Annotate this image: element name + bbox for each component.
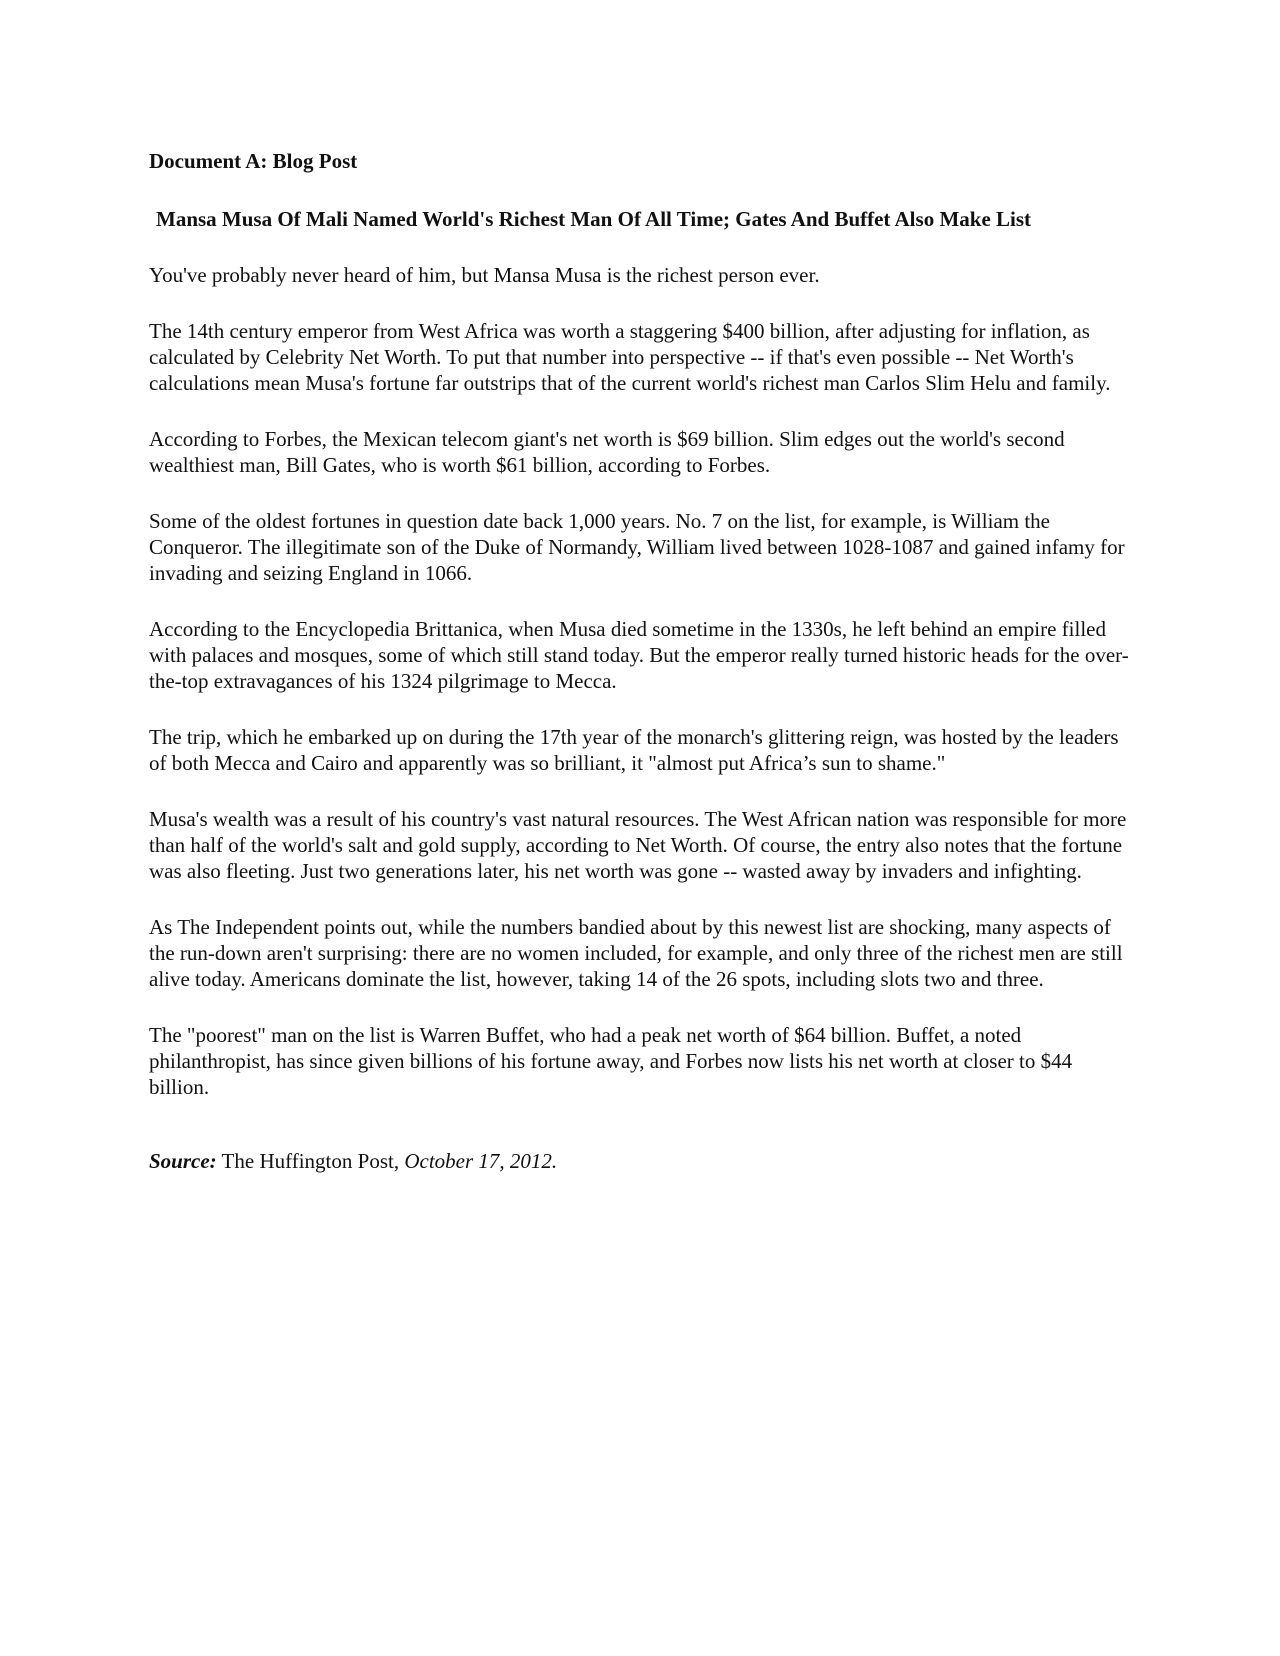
paragraph-7: Musa's wealth was a result of his country's vast natural resources. The West African nation was responsible for more than half of the world's salt and gold supply, according to Net Worth. Of course, the entry also notes that the fortune was also fleeting. Just two generations later, his net worth was gone -- wasted away by invaders and infighting. (149, 807, 1127, 883)
paragraph-4: Some of the oldest fortunes in question date back 1,000 years. No. 7 on the list, for example, is William the Conqueror. The illegitimate son of the Duke of Normandy, William lived between 1028-1087 and gained infamy for invading and seizing England in 1066. (149, 509, 1125, 585)
source-citation (149, 1148, 1129, 1174)
paragraph-8: As The Independent points out, while the numbers bandied about by this newest list are shocking, many aspects of the run-down aren't surprising: there are no women included, for example, and only three of the richest men are still alive today. Americans dominate the list, however, taking 14 of the 26 spots, including slots two and three. (149, 915, 1123, 991)
paragraph-2: The 14th century emperor from West Africa was worth a staggering $400 billion, after adjusting for inflation, as calculated by Celebrity Net Worth. To put that number into perspective -- if that's even possible -- Net Worth's calculations mean Musa's fortune far outstrips that of the current world's richest man Carlos Slim Helu and family. (149, 319, 1111, 395)
source-date: , October 17, 2012. (393, 1149, 558, 1173)
source-publication: The Huffington Post (221, 1149, 394, 1173)
document-label: Document A: Blog Post (149, 149, 358, 173)
source-label: Source: (149, 1149, 217, 1173)
article-headline: Mansa Musa Of Mali Named World's Richest Man Of All Time; Gates And Buffet Also Make List (156, 207, 1032, 231)
paragraph-9: The "poorest" man on the list is Warren Buffet, who had a peak net worth of $64 billion. Buffet, a noted philanthropist, has since given billions of his fortune away, and Forbes now lists his net worth at closer to $44 billion. (149, 1023, 1073, 1099)
paragraph-6: The trip, which he embarked up on during the 17th year of the monarch's glittering reign, was hosted by the leaders of both Mecca and Cairo and apparently was so brilliant, it "almost put Africa’s sun to shame." (149, 725, 1119, 775)
document-page (149, 148, 1129, 1174)
paragraph-3: According to Forbes, the Mexican telecom giant's net worth is $69 billion. Slim edges out the world's second wealthiest man, Bill Gates, who is worth $61 billion, according to Forbes. (149, 427, 1065, 477)
paragraph-1: You've probably never heard of him, but Mansa Musa is the richest person ever. (149, 263, 820, 287)
paragraph-5: According to the Encyclopedia Brittanica, when Musa died sometime in the 1330s, he left behind an empire filled with palaces and mosques, some of which still stand today. But the emperor really turned historic heads for the over-the-top extravagances of his 1324 pilgrimage to Mecca. (149, 617, 1129, 693)
